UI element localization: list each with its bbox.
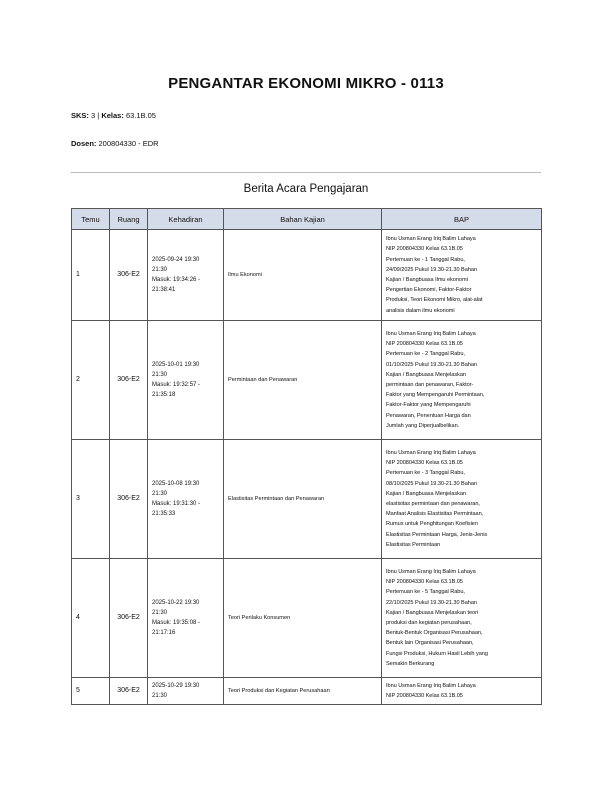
cell-bahan-kajian: Elastisitas Permintaan dan Penawaran — [224, 440, 382, 559]
cell-bap — [382, 440, 542, 559]
kehadiran-line: 21:30 — [152, 266, 168, 273]
bap-line: Kajian / Bangbuasa Ilmu ekonomi — [386, 277, 468, 283]
bap-line: Kajian / Bangbuasa Menjelaskan — [386, 371, 466, 378]
cell-kehadiran — [148, 321, 224, 440]
bap-line: NIP 200804330 Kelas 63.1B.05 — [386, 693, 463, 700]
cell-bap — [382, 230, 542, 321]
bap-line: produksi dan kegiatan perusahaan, — [386, 620, 472, 626]
bap-line: permintaan dan penawaran, Faktor- — [386, 382, 474, 388]
bap-line: NIP 200804330 Kelas 63.1B.05 — [386, 579, 463, 586]
header-bahan-kajian: Bahan Kajian — [224, 209, 382, 230]
kehadiran-line: 21:38:41 — [152, 287, 176, 294]
page-title: PENGANTAR EKONOMI MIKRO - 0113 — [168, 75, 444, 92]
bap-line: NIP 200804330 Kelas 63.1B.05 — [386, 460, 463, 467]
header-temu: Temu — [72, 209, 110, 230]
bap-line: Ibnu Usman Erang Iriq Balim Lahaya — [386, 449, 476, 456]
cell-bap — [382, 559, 542, 678]
kehadiran-line: 2025-10-22 19:30 — [152, 599, 200, 606]
bap-line: Ibnu Usman Erang Iriq Balim Lahaya — [386, 236, 476, 243]
section-title: Berita Acara Pengajaran — [243, 183, 369, 195]
bap-line: Faktor yang Mempengaruhi Permintaan, — [386, 392, 485, 399]
cell-ruang: 306-E2 — [110, 678, 148, 705]
kehadiran-line: 2025-10-29 19:30 — [152, 683, 200, 689]
bap-line: Rumus untuk Penghitungan Koefisien — [386, 521, 478, 528]
cell-ruang: 306-E2 — [110, 230, 148, 321]
header-bap: BAP — [382, 209, 542, 230]
bap-table — [71, 208, 542, 705]
table-row — [72, 321, 542, 440]
bap-line: 24/09/2025 Pukul 19.30-21.30 Bahan — [386, 266, 477, 273]
kehadiran-line: 2025-10-08 19:30 — [152, 480, 200, 487]
bap-line: Pertemuan ke - 2 Tanggal Rabu, — [386, 351, 465, 358]
table-row — [72, 440, 542, 559]
dosen-label: Dosen: — [71, 139, 97, 148]
table-body — [72, 230, 542, 705]
cell-kehadiran — [148, 678, 224, 705]
bap-line: Fungsi Produksi, Hukum Hasil Lebih yang — [386, 650, 488, 657]
kelas-value: 63.1B.05 — [125, 111, 156, 120]
header-kehadiran: Kehadiran — [148, 209, 224, 230]
kehadiran-line: 21:30 — [152, 609, 168, 616]
cell-kehadiran — [148, 559, 224, 678]
bap-line: Elastisitas Permintaan — [386, 541, 441, 548]
bap-line: Faktor-Faktor yang Mempengaruhi — [386, 402, 471, 409]
bap-line: Produksi, Teori Ekonomi Mikro, alat-alat — [386, 297, 483, 304]
bap-line: elastisitas permintaan dan penawaran, — [386, 501, 480, 507]
bap-line: analisis dalam ilmu ekonomi — [386, 307, 455, 314]
bap-line: Bentuk-Bentuk Organisasi Perusahaan, — [386, 630, 483, 637]
cell-bahan-kajian: Ilmu Ekonomi — [224, 230, 382, 321]
bap-line: 01/10/2025 Pukul 19.30-21.30 Bahan — [386, 361, 477, 368]
bap-line: Pertemuan ke - 3 Tanggal Rabu, — [386, 470, 465, 477]
bap-line: Ibnu Usman Erang Iriq Balim Lahaya — [386, 568, 476, 575]
kehadiran-line: 2025-09-24 19:30 — [152, 256, 200, 263]
sks-label: SKS: — [71, 111, 89, 120]
bap-line: Penawaran, Penentuan Harga dan — [386, 412, 471, 419]
dosen-value: 200804330 - EDR — [98, 139, 159, 148]
cell-kehadiran — [148, 440, 224, 559]
cell-temu: 1 — [72, 230, 110, 321]
divider — [71, 172, 541, 173]
kehadiran-line: Masuk: 19:35:08 - — [152, 620, 201, 626]
bap-line: Elastisitas Permintaan Harga, Jenis-Jenis — [386, 531, 488, 538]
bap-line: 08/10/2025 Pukul 19.30-21.30 Bahan — [386, 480, 477, 487]
kehadiran-line: 21:17:16 — [152, 630, 176, 637]
cell-ruang: 306-E2 — [110, 440, 148, 559]
bap-line: Jumlah yang Diperjualbelikan. — [386, 422, 460, 429]
kehadiran-line: 2025-10-01 19:30 — [152, 361, 200, 368]
cell-bahan-kajian: Teori Perilaku Konsumen — [224, 559, 382, 678]
cell-bahan-kajian: Teori Produksi dan Kegiatan Perusahaan — [224, 678, 382, 705]
cell-ruang: 306-E2 — [110, 559, 148, 678]
cell-temu: 5 — [72, 678, 110, 705]
bap-line: Manfaat Analisis Elastisitas Permintaan, — [386, 511, 484, 518]
bap-line: Semakin Berkurang — [386, 660, 435, 667]
cell-temu: 3 — [72, 440, 110, 559]
kehadiran-line: Masuk: 19:31:30 - — [152, 501, 201, 507]
bap-line: Kajian / Bangbuasa Menjelaskan — [386, 490, 466, 497]
bap-line: Ibnu Usman Erang Iriq Balim Lahaya — [386, 683, 476, 689]
sks-value: 3 — [91, 111, 96, 120]
bap-line: Pertemuan ke - 5 Tanggal Rabu, — [386, 589, 465, 596]
cell-temu: 2 — [72, 321, 110, 440]
bap-line: Ibnu Usman Erang Iriq Balim Lahaya — [386, 330, 476, 337]
kehadiran-line: 21:35:33 — [152, 511, 176, 518]
cell-bahan-kajian: Permintaan dan Penawaran — [224, 321, 382, 440]
cell-bap — [382, 321, 542, 440]
kelas-label: Kelas: — [101, 111, 124, 120]
course-meta-dosen — [71, 139, 159, 148]
table-row — [72, 559, 542, 678]
table-row — [72, 230, 542, 321]
table-row — [72, 678, 542, 705]
kehadiran-line: 21:30 — [152, 693, 168, 700]
bap-line: Pengertian Ekonomi, Faktor-Faktor — [386, 287, 472, 294]
cell-ruang: 306-E2 — [110, 321, 148, 440]
cell-kehadiran — [148, 230, 224, 321]
meta-separator: | — [97, 111, 100, 120]
table-header-row — [72, 209, 542, 230]
bap-line: NIP 200804330 Kelas 63.1B.05 — [386, 246, 463, 253]
bap-line: Kajian / Bangbuasa Menjelaskan teori — [386, 609, 479, 616]
bap-line: NIP 200804330 Kelas 63.1B.05 — [386, 341, 463, 348]
header-ruang: Ruang — [110, 209, 148, 230]
bap-line: Pertemuan ke - 1 Tanggal Rabu, — [386, 256, 465, 263]
kehadiran-line: 21:30 — [152, 371, 168, 378]
course-meta-sks-kelas — [71, 111, 156, 120]
cell-temu: 4 — [72, 559, 110, 678]
kehadiran-line: Masuk: 19:32:57 - — [152, 382, 201, 388]
bap-line: Bentuk lain Organisasi Perusahaan, — [386, 640, 474, 647]
kehadiran-line: Masuk: 19:34:26 - — [152, 277, 201, 283]
cell-bap — [382, 678, 542, 705]
kehadiran-line: 21:35:18 — [152, 392, 176, 399]
bap-line: 22/10/2025 Pukul 19.30-21.30 Bahan — [386, 599, 477, 606]
kehadiran-line: 21:30 — [152, 490, 168, 497]
